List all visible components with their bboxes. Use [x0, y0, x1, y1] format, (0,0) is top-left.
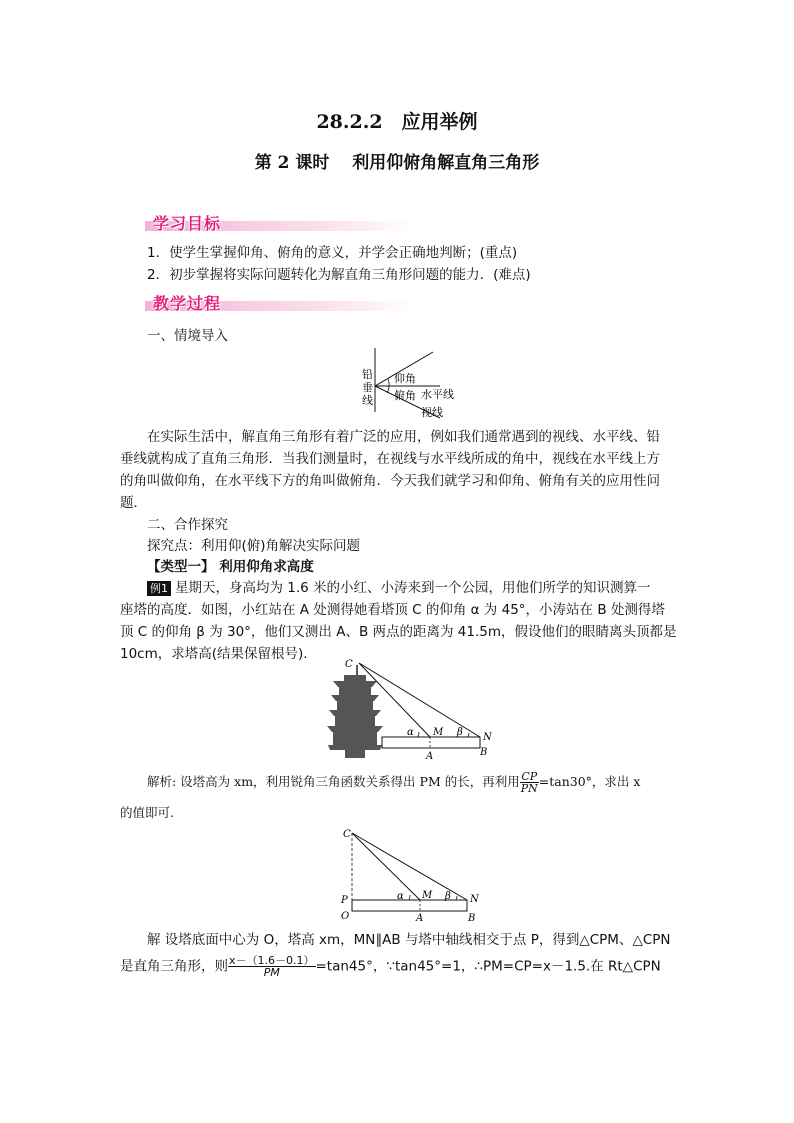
label-a: A: [426, 751, 434, 760]
frac-denominator: PN: [520, 782, 538, 795]
process-label: 教学过程: [153, 294, 222, 313]
vertical-label-3: 线: [362, 394, 373, 407]
label-n: N: [470, 894, 479, 905]
analysis-line-2: 的值即可.: [120, 805, 174, 820]
label-m: M: [433, 727, 444, 738]
page-title: 28.2.2 应用举例: [316, 111, 478, 133]
solution-fraction: [228, 955, 316, 978]
label-beta: β: [457, 727, 463, 738]
label-alpha: α: [407, 727, 414, 738]
label-alpha: α: [397, 891, 404, 902]
objectives-header: [145, 213, 425, 235]
label-c: C: [343, 829, 351, 840]
sight-label: 视线: [421, 406, 443, 419]
label-n: N: [483, 732, 492, 743]
angle-diagram: [360, 348, 475, 423]
label-o: O: [341, 911, 350, 922]
intro-line: 的角叫做仰角，在水平线下方的角叫做俯角．今天我们就学习和仰角、俯角有关的应用性问: [120, 473, 660, 489]
example-line: 10cm，求塔高(结果保留根号).: [120, 646, 308, 662]
pagoda-picture: [327, 675, 383, 758]
label-m: M: [422, 890, 433, 901]
label-beta: β: [445, 891, 451, 902]
example-line: [147, 577, 651, 599]
objective-item: 2．初步掌握将实际问题转化为解直角三角形问题的能力．(难点): [147, 267, 531, 283]
analysis-text-b: =tan30°，求出 x: [538, 774, 641, 789]
example-line: 顶 C 的仰角 β 为 30°，他们又测出 A、B 两点的距离为 41.5m，假设他们的眼睛离头顶都是: [120, 624, 677, 640]
intro-line: 在实际生活中，解直角三角形有着广泛的应用，例如我们通常遇到的视线、水平线、铅: [147, 429, 660, 445]
elevation-label: 仰角: [394, 372, 416, 385]
example-text: 星期天，身高均为 1.6 米的小红、小涛来到一个公园，用他们所学的知识测算一: [175, 580, 651, 596]
depression-label: 俯角: [394, 389, 416, 402]
intro-heading: 一、情境导入: [147, 328, 228, 344]
example-line: 座塔的高度．如图，小红站在 A 处测得她看塔顶 C 的仰角 α 为 45°，小涛站在 B 处测得塔: [120, 602, 665, 618]
ground-rect: [382, 737, 480, 748]
intro-line: 垂线就构成了直角三角形．当我们测量时，在视线与水平线所成的角中，视线在水平线上方: [120, 451, 660, 467]
objectives-label: 学习目标: [153, 214, 222, 233]
intro-line: 题．: [120, 495, 147, 511]
analysis-line: [147, 771, 640, 794]
tower-diagram: [325, 655, 495, 760]
frac-numerator: x－（1.6－0.1）: [229, 954, 315, 967]
objective-item: 1．使学生掌握仰角、俯角的意义，并学会正确地判断；(重点): [147, 245, 518, 261]
type1-heading: 【类型一】 利用仰角求高度: [147, 559, 314, 575]
explore-point: 探究点：利用仰(俯)角解决实际问题: [147, 538, 361, 554]
horizontal-label: 水平线: [421, 388, 454, 401]
geometry-diagram: [335, 825, 485, 923]
solution-line: [120, 955, 661, 978]
label-b: B: [468, 913, 476, 923]
page-subtitle: 第 2 课时 利用仰俯角解直角三角形: [254, 153, 540, 173]
label-a: A: [416, 913, 424, 923]
label-b: B: [480, 747, 488, 758]
example-tag: 例1: [147, 581, 171, 596]
solution-text-a: 是直角三角形，则: [120, 958, 228, 975]
coop-heading: 二、合作探究: [147, 517, 228, 533]
label-p: P: [341, 895, 348, 906]
solution-line: 解 设塔底面中心为 O，塔高 xm，MN∥AB 与塔中轴线相交于点 P，得到△CPM、△CPN: [147, 932, 671, 948]
depression-arc: [387, 386, 389, 393]
frac-numerator: CP: [521, 770, 538, 783]
label-c: C: [345, 659, 353, 670]
vertical-label-2: 垂: [362, 381, 373, 394]
process-header: [145, 293, 425, 315]
vertical-label-1: 铅: [362, 368, 373, 381]
frac-denominator: PM: [263, 966, 280, 979]
analysis-text-a: 解析: 设塔高为 xm，利用锐角三角函数关系得出 PM 的长，再利用: [147, 774, 520, 789]
elevation-arc: [388, 379, 389, 386]
analysis-fraction: [520, 771, 539, 794]
solution-text-b: =tan45°，∵tan45°=1，∴PM=CP=x－1.5.在 Rt△CPN: [315, 958, 661, 975]
